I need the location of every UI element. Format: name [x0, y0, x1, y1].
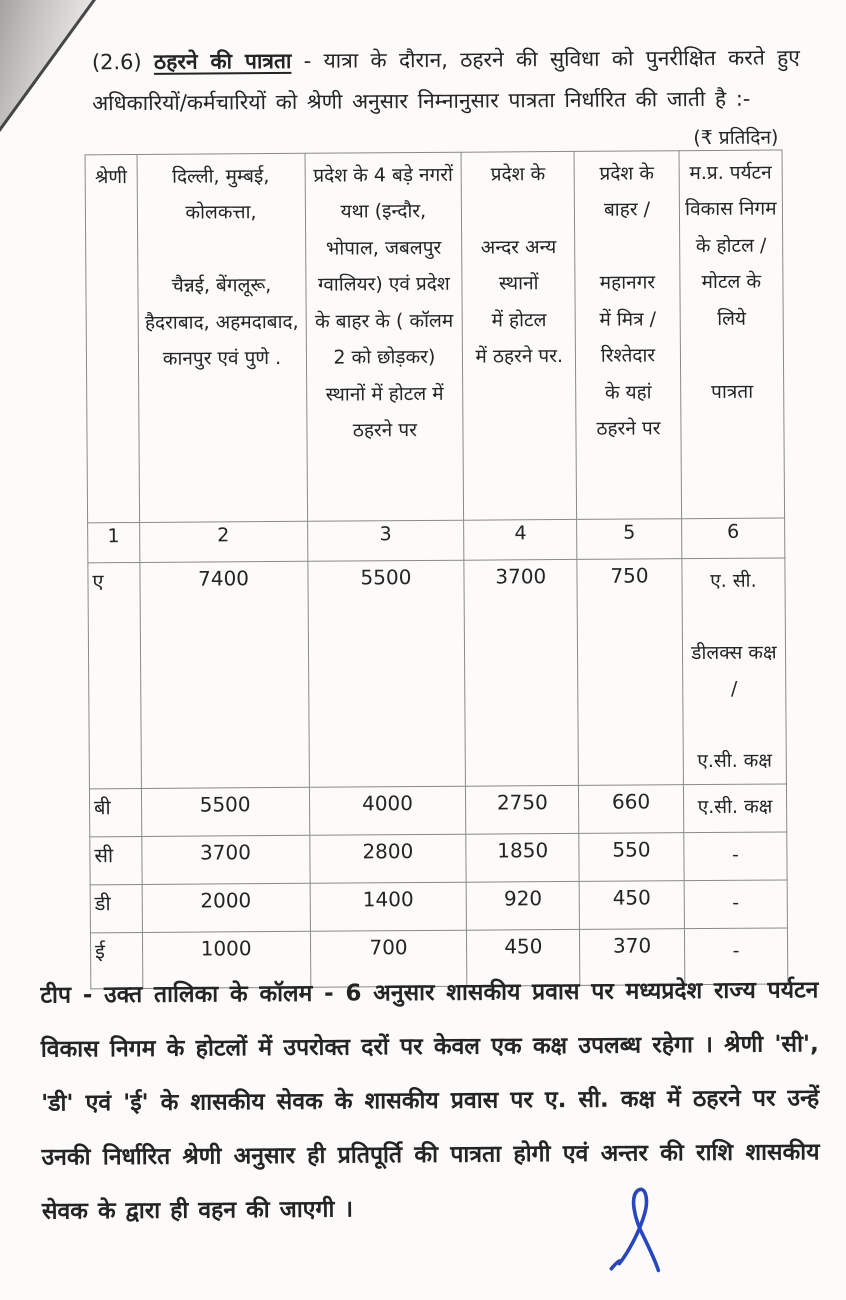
rate-cell: 2000 [142, 883, 310, 932]
rate-cell: 660 [579, 784, 684, 833]
entitlement-cell: ए. सी. डीलक्स कक्ष / ए.सी. कक्ष [682, 558, 787, 784]
rate-cell: 5500 [141, 787, 309, 836]
entitlement-cell: - [684, 880, 788, 929]
section-number: (2.6) [91, 49, 142, 75]
rates-table [85, 149, 789, 988]
rate-cell: 2800 [309, 834, 466, 883]
column-number: 5 [577, 519, 682, 560]
column-number: 3 [307, 520, 464, 561]
table-row-a [88, 558, 787, 788]
note-paragraph [40, 963, 820, 1239]
section-separator: - [303, 48, 312, 73]
column-number: 1 [88, 522, 140, 562]
rate-cell: 450 [579, 880, 684, 929]
currency-unit-label: (₹ प्रतिदिन) [693, 126, 779, 150]
column-number: 6 [681, 518, 784, 559]
rate-cell: 1000 [142, 931, 310, 988]
rate-cell: 3700 [464, 559, 578, 785]
section-title: ठहरने की पात्रता [153, 48, 292, 74]
rate-cell: 700 [310, 930, 467, 987]
rate-cell: 750 [577, 559, 683, 785]
rate-cell: 450 [467, 929, 580, 986]
header-cell-big-cities-hotel: प्रदेश के 4 बड़े नगरों यथा (इन्दौर, भोपाल, जबलपुर ग्वालियर) एवं प्रदेश के बाहर के ( कॉलम 2 को छोड़कर) स्थानों में होटल में ठहरने पर [305, 152, 464, 521]
rate-cell: 370 [580, 928, 685, 985]
rate-cell: 3700 [141, 835, 309, 884]
header-cell-metro-cities: दिल्ली, मुम्बई, कोलकत्ता, चैन्नई, बेंगलूरू, हैदराबाद, अहमदाबाद, कानपुर एवं पुणे . [137, 153, 308, 522]
rate-cell: 550 [579, 832, 684, 881]
header-cell-friends-relatives: प्रदेश के बाहर / महानगर में मित्र / रिश्तेदार के यहां ठहरने पर [574, 151, 681, 520]
category-cell: ए [88, 562, 141, 788]
signature-ink [590, 1174, 675, 1275]
rate-cell: 5500 [307, 560, 465, 787]
table-row-b [89, 784, 786, 837]
section-body: यात्रा के दौरान, ठहरने की सुविधा को पुनरीक्षित करते हुए अधिकारियों/कर्मचारियों को श्रेणी अनुसार निम्नानुसार पात्रता निर्धारित की जाती है :- [92, 45, 800, 116]
table-header-row [85, 150, 785, 523]
rate-cell: 4000 [309, 786, 466, 835]
table-row-d [90, 880, 787, 933]
rate-cell: 2750 [466, 785, 579, 834]
entitlement-cell: - [684, 928, 788, 985]
rate-cell: 1850 [466, 833, 579, 882]
category-cell: डी [90, 884, 142, 932]
table-row-c [90, 832, 787, 885]
intro-paragraph [92, 37, 801, 124]
category-cell: सी [90, 836, 142, 884]
note-label: टीप [40, 982, 72, 1009]
column-number-row [88, 518, 785, 563]
header-cell-tourism-corp-hotel: म.प्र. पर्यटन विकास निगम के होटल / मोटल के लिये पात्रता [679, 150, 785, 519]
rate-cell: 7400 [139, 561, 309, 788]
category-cell: बी [89, 788, 141, 836]
rate-cell: 920 [466, 881, 579, 930]
rate-cell: 1400 [310, 882, 467, 931]
note-text: - उक्त तालिका के कॉलम - 6 अनुसार शासकीय प्रवास पर मध्यप्रदेश राज्य पर्यटन विकास निगम के होटलों में उपरोक्त दरों पर केवल एक कक्ष उपलब्ध रहेगा । श्रेणी 'सी', 'डी' एवं 'ई' के शासकीय सेवक के शासकीय प्रवास पर ए. सी. कक्ष में ठहरने पर उन्हें उनकी निर्धारित श्रेणी अनुसार ही प्रतिपूर्ति की पात्रता होगी एवं अन्तर की राशि शासकीय सेवक के द्वारा ही वहन की जाएगी । [40, 977, 820, 1225]
entitlement-cell: - [684, 832, 788, 881]
entitlement-cell: ए.सी. कक्ष [683, 784, 787, 833]
header-cell-other-places-hotel: प्रदेश के अन्दर अन्य स्थानों में होटल में ठहरने पर. [461, 151, 576, 520]
column-number: 2 [139, 521, 307, 562]
header-cell-category: श्रेणी [85, 154, 139, 522]
column-number: 4 [464, 519, 577, 560]
category-cell: ई [90, 932, 142, 988]
